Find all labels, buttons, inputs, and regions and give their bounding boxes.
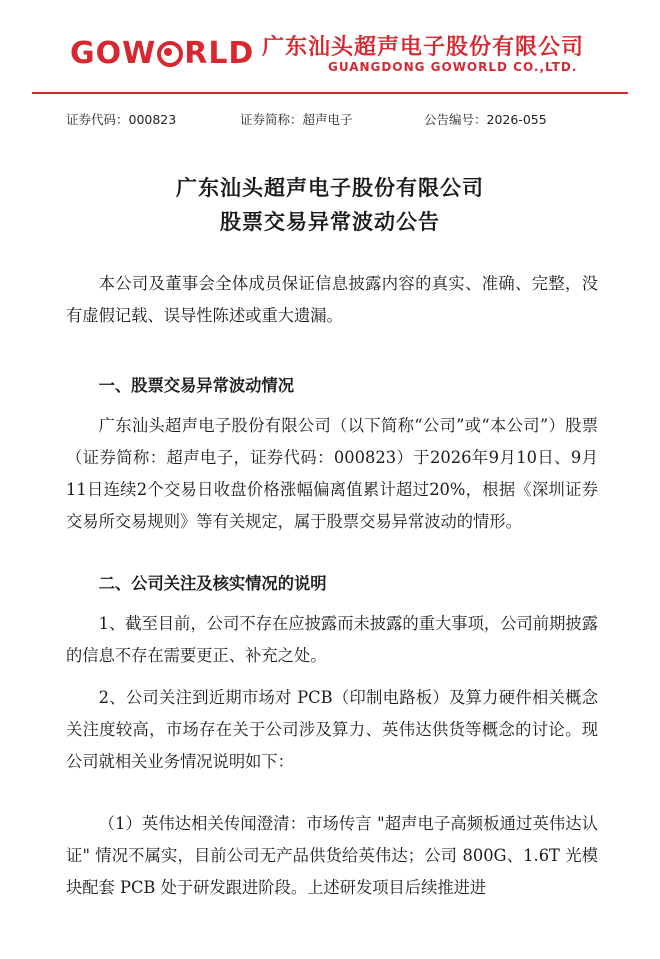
security-name: 证券简称：超声电子 — [240, 112, 353, 127]
company-name-cn: 广东汕头超声电子股份有限公司 — [262, 35, 585, 60]
company-logo — [70, 36, 254, 71]
logo-text-right: RLD — [184, 36, 255, 71]
section1-paragraph: 广东汕头超声电子股份有限公司（以下简称“公司”或“本公司”）股票（证券简称：超声电子，证券代码：000823）于2026年9月10日、9月11日连续2个交易日收盘价格涨幅偏离值累计超过20%，根据《深圳证券交易所交易规则》等有关规定，属于股票交易异常波动的情形。 — [66, 416, 598, 531]
document-title-company: 广东汕头超声电子股份有限公司 — [176, 175, 484, 200]
header-divider — [32, 92, 628, 94]
logo-text-left: GOW — [70, 36, 157, 71]
section2-item2-1: （1）英伟达相关传闻澄清：市场传言 "超声电子高频板通过英伟达认证" 情况不属实，目前公司无产品供货给英伟达；公司 800G、1.6T 光模块配套 PCB 处于研发跟进阶段。上述研发项目后续推进进 — [66, 814, 598, 897]
company-name-en: GUANGDONG GOWORLD CO.,LTD. — [328, 60, 578, 74]
board-statement: 本公司及董事会全体成员保证信息披露内容的真实、准确、完整，没有虚假记载、误导性陈述或重大遗漏。 — [66, 274, 598, 325]
section2-item1: 1、截至目前，公司不存在应披露而未披露的重大事项，公司前期披露的信息不存在需要更正、补充之处。 — [66, 614, 598, 665]
letterhead — [0, 0, 660, 96]
globe-icon — [157, 41, 183, 67]
document-title: 股票交易异常波动公告 — [220, 209, 440, 234]
security-code: 证券代码：000823 — [66, 112, 177, 127]
notice-number: 公告编号：2026-055 — [424, 112, 547, 127]
section2-item2: 2、公司关注到近期市场对 PCB（印制电路板）及算力硬件相关概念关注度较高，市场存在关于公司涉及算力、英伟达供货等概念的讨论。现公司就相关业务情况说明如下： — [66, 688, 598, 771]
section1-heading: 一、股票交易异常波动情况 — [98, 376, 294, 395]
section2-heading: 二、公司关注及核实情况的说明 — [98, 574, 327, 593]
